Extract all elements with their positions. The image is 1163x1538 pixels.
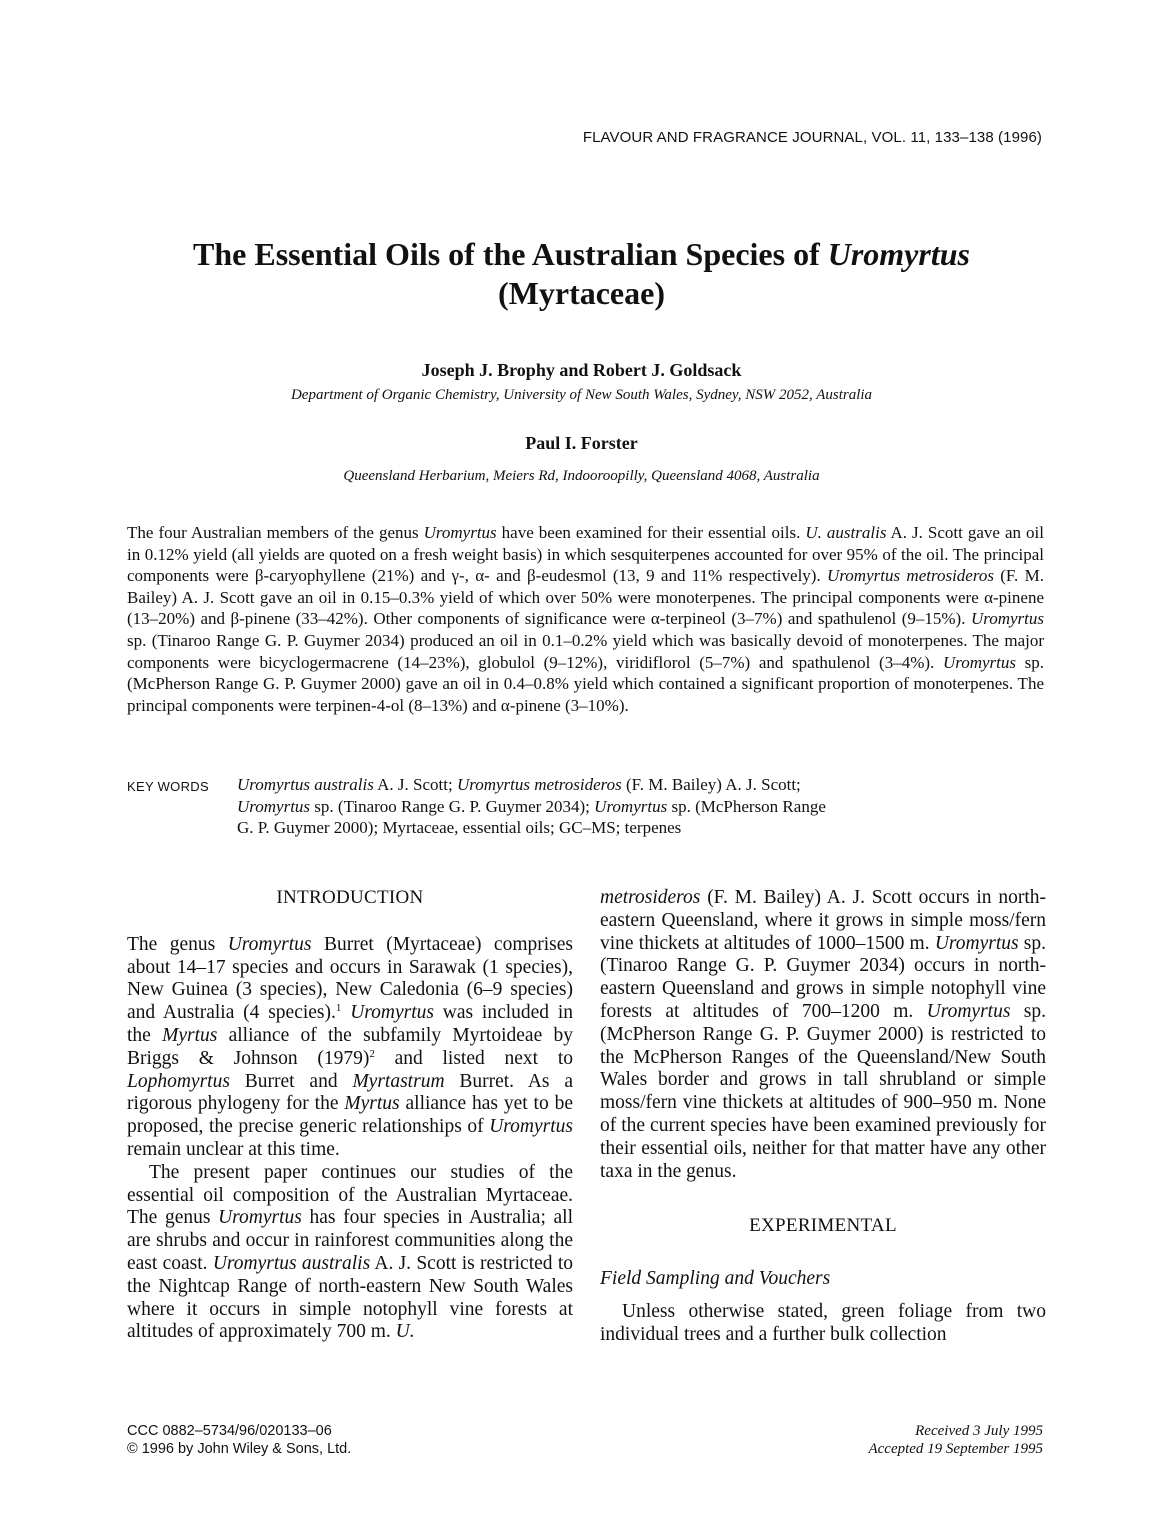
keywords-list: Uromyrtus australis A. J. Scott; Uromyrtus metrosideros (F. M. Bailey) A. J. Scott; Uromyrtus sp. (Tinaroo Range G. P. Guymer 2034); Uromyrtus sp. (McPherson Range G. P. Guymer 2000); Myrtaceae, essential oils; GC–MS; terpenes bbox=[237, 775, 826, 837]
author-affiliation-1: Department of Organic Chemistry, University of New South Wales, Sydney, NSW 2052, Australia bbox=[290, 387, 873, 403]
section-heading-introduction: INTRODUCTION bbox=[276, 887, 424, 908]
author-names-2: Paul I. Forster bbox=[525, 433, 638, 453]
keywords bbox=[127, 774, 1044, 839]
footer-left bbox=[127, 1422, 351, 1458]
title-genus: Uromyrtus bbox=[827, 236, 970, 272]
intro-paragraph-2-continued: metrosideros (F. M. Bailey) A. J. Scott occurs in north-eastern Queensland, where it grows in simple moss/fern vine thickets at altitudes of 1000–1500 m. Uromyrtus sp. (Tinaroo Range G. P. Guymer 2034) occurs in north-eastern Queensland and grows in simple notophyll vine forests at altitudes of 700–1200 m. Uromyrtus sp. (McPherson Range G. P. Guymer 2000) is restricted to the McPherson Ranges of the Queensland/New South Wales border and grows in tall shrubland or simple moss/fern vine thickets at altitudes of 900–950 m. None of the current species have been examined previously for their essential oils, neither for that matter have any other taxa in the genus. bbox=[600, 887, 1047, 1182]
received-date: Received 3 July 1995 bbox=[915, 1423, 1043, 1439]
footer-right bbox=[780, 1422, 1043, 1458]
journal-header: FLAVOUR AND FRAGRANCE JOURNAL, VOL. 11, 133–138 (1996) bbox=[582, 129, 1042, 146]
column-left bbox=[127, 887, 573, 1344]
abstract: The four Australian members of the genus Uromyrtus have been examined for their essential oils. U. australis A. J. Scott gave an oil in 0.12% yield (all yields are quoted on a fresh weight basis) in which sesquiterpenes accounted for over 95% of the oil. The principal components were β-caryophyllene (21%) and γ-, α- and β-eudesmol (13, 9 and 11% respectively). Uromyrtus metrosideros (F. M. Bailey) A. J. Scott gave an oil in 0.15–0.3% yield of which over 50% were monoterpenes. The principal components were α-pinene (13–20%) and β-pinene (33–42%). Other components of significance were α-terpineol (3–7%) and spathulenol (9–15%). Uromyrtus sp. (Tinaroo Range G. P. Guymer 2034) produced an oil in 0.1–0.2% yield which was basically devoid of monoterpenes. The major components were bicyclogermacrene (14–23%), globulol (9–12%), viridiflorol (5–7%) and spathulenol (3–4%). Uromyrtus sp. (McPherson Range G. P. Guymer 2000) gave an oil in 0.4–0.8% yield which contained a significant proportion of monoterpenes. The principal components were terpinen-4-ol (8–13%) and α-pinene (3–10%). bbox=[127, 523, 1044, 715]
keywords-label: KEY WORDS bbox=[127, 779, 209, 794]
author-names-1: Joseph J. Brophy and Robert J. Goldsack bbox=[421, 360, 742, 380]
column-right bbox=[600, 887, 1046, 1347]
title-main: The Essential Oils of the Australian Species of bbox=[193, 236, 820, 272]
accepted-date: Accepted 19 September 1995 bbox=[868, 1441, 1043, 1457]
paper-title bbox=[90, 235, 1073, 313]
copyright: © 1996 by John Wiley & Sons, Ltd. bbox=[127, 1441, 352, 1457]
title-family: (Myrtaceae) bbox=[498, 275, 665, 311]
experimental-paragraph-1: Unless otherwise stated, green foliage from two individual trees and a further bulk collection bbox=[600, 1300, 1046, 1345]
author-affiliation-2: Queensland Herbarium, Meiers Rd, Indooroopilly, Queensland 4068, Australia bbox=[343, 468, 820, 484]
intro-paragraph-1: The genus Uromyrtus Burret (Myrtaceae) comprises about 14–17 species and occurs in Sarawak (1 species), New Guinea (3 species), New Caledonia (6–9 species) and Australia (4 species).$^1$ Uromyrtus was included in the Myrtus alliance of the subfamily Myrtoideae by Briggs & Johnson $(1979)^2$ and listed next to Lophomyrtus Burret and Myrtastrum Burret. As a rigorous phylogeny for the Myrtus alliance has yet to be proposed, the precise generic relationships of Uromyrtus remain unclear at this time. bbox=[127, 933, 574, 1160]
subsection-heading-field-sampling: Field Sampling and Vouchers bbox=[600, 1268, 831, 1290]
ccc-code: CCC 0882–5734/96/020133–06 bbox=[127, 1423, 332, 1439]
intro-paragraph-2: The present paper continues our studies of the essential oil composition of the Australian Myrtaceae. The genus Uromyrtus has four species in Australia; all are shrubs and occur in rainforest communities along the east coast. Uromyrtus australis A. J. Scott is restricted to the Nightcap Range of north-eastern New South Wales where it occurs in simple notophyll vine forests at altitudes of approximately 700 m. U. bbox=[127, 1161, 573, 1343]
section-heading-experimental: EXPERIMENTAL bbox=[749, 1215, 897, 1237]
